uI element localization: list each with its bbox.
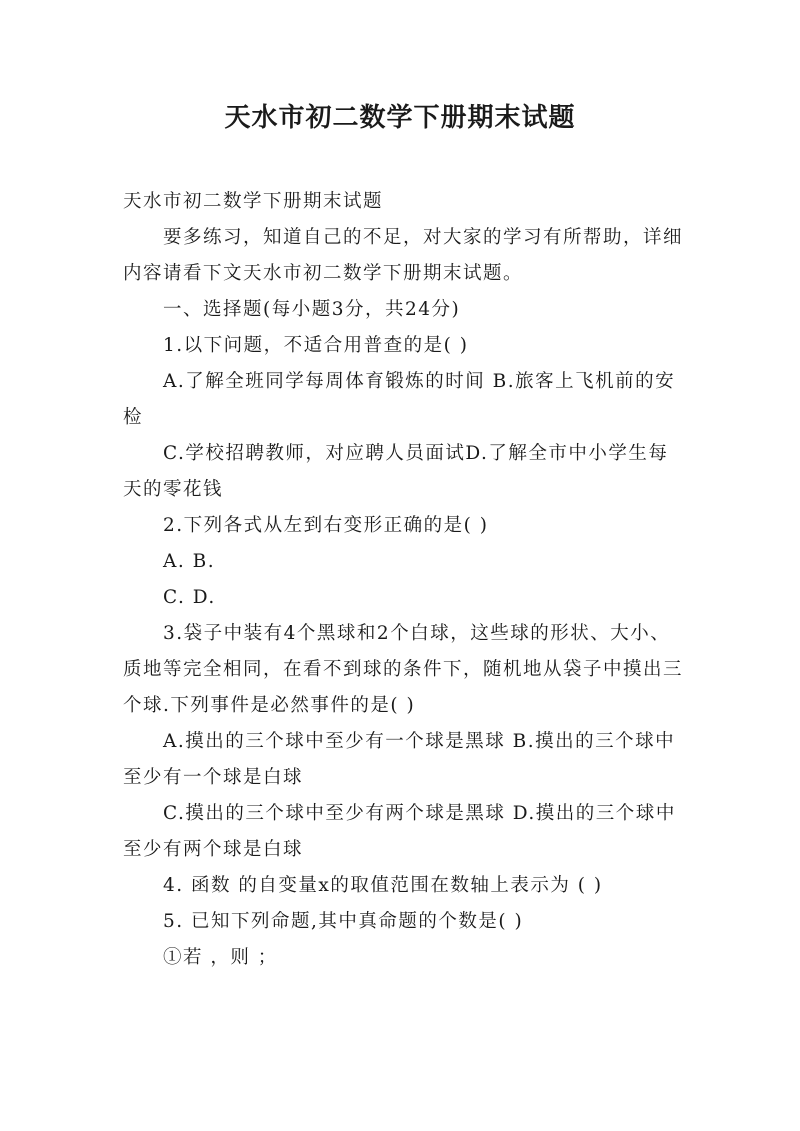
- question-1-options-cd: C.学校招聘教师，对应聘人员面试D.了解全市中小学生每天的零花钱: [123, 443, 669, 500]
- question-1: 1.以下问题，不适合用普查的是( ): [163, 335, 469, 356]
- question-2: 2.下列各式从左到右变形正确的是( ): [163, 515, 489, 536]
- document-title: 天水市初二数学下册期末试题: [224, 103, 576, 133]
- question-2-options-cd: C. D.: [163, 587, 216, 608]
- document-body: [123, 184, 683, 976]
- question-4: 4. 函数 的自变量x的取值范围在数轴上表示为 ( ): [163, 875, 603, 896]
- question-3: 3.袋子中装有4个黑球和2个白球，这些球的形状、大小、质地等完全相同，在看不到球的条件下，随机地从袋子中摸出三个球.下列事件是必然事件的是( ): [123, 623, 684, 716]
- section-heading-choice: 一、选择题(每小题3分，共24分): [163, 299, 461, 320]
- paragraph-heading: 天水市初二数学下册期末试题: [123, 191, 384, 212]
- question-3-options-cd: C.摸出的三个球中至少有两个球是黑球 D.摸出的三个球中至少有两个球是白球: [123, 803, 676, 860]
- question-1-options-ab: A.了解全班同学每周体育锻炼的时间 B.旅客上飞机前的安检: [123, 371, 676, 428]
- question-5-statement-1: ①若 ，则 ；: [163, 947, 278, 968]
- question-3-options-ab: A.摸出的三个球中至少有一个球是黑球 B.摸出的三个球中至少有一个球是白球: [123, 731, 676, 788]
- paragraph-intro: 要多练习，知道自己的不足，对大家的学习有所帮助，详细内容请看下文天水市初二数学下册期末试题。: [123, 227, 684, 284]
- question-5: 5. 已知下列命题,其中真命题的个数是( ): [163, 911, 524, 932]
- question-2-options-ab: A. B.: [163, 551, 216, 572]
